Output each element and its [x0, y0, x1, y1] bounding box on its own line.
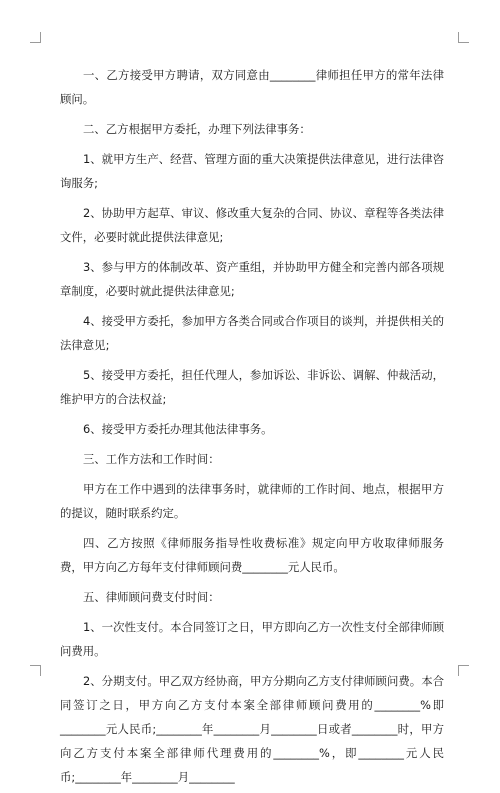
- paragraph-payment-lump-sum: 1、一次性支付。本合同签订之日，甲方即向乙方一次性支付全部律师顾问费用。: [60, 620, 444, 658]
- paragraph-fee: 四、乙方按照《律师服务指导性收费标准》规定向甲方收取律师服务费，甲方向乙方每年支付律师顾问费________元人民币。: [60, 536, 444, 574]
- document-body: [60, 63, 444, 793]
- paragraph-item-2: 2、协助甲方起草、审议、修改重大复杂的合同、协议、章程等各类法律文件，必要时就此提供法律意见;: [60, 206, 444, 244]
- paragraph-item-1: 1、就甲方生产、经营、管理方面的重大决策提供法律意见，进行法律咨询服务;: [60, 152, 444, 190]
- crop-mark-bottom-left: [30, 665, 41, 676]
- crop-mark-top-right: [458, 32, 469, 43]
- paragraph-item-3: 3、参与甲方的体制改革、资产重组，并协助甲方健全和完善内部各项规章制度，必要时就此提供法律意见;: [60, 260, 444, 298]
- crop-mark-bottom-right: [458, 665, 469, 676]
- paragraph-method-body: 甲方在工作中遇到的法律事务时，就律师的工作时间、地点，根据甲方的提议，随时联系约定。: [60, 482, 444, 520]
- paragraph-method-heading: 三、工作方法和工作时间：: [83, 452, 220, 466]
- paragraph-payment-installments: 2、分期支付。甲乙双方经协商，甲方分期向乙方支付律师顾问费。本合同签订之日，甲方向乙方支付本案全部律师顾问费用的________%即________元人民币;________年________月________日或者________时，甲方向乙方支付本案全部律师代理费用的________%，即________元人民币;________年________月________: [60, 674, 444, 784]
- paragraph-appointment: 一、乙方接受甲方聘请，双方同意由________律师担任甲方的常年法律顾问。: [60, 68, 444, 106]
- paragraph-item-4: 4、接受甲方委托，参加甲方各类合同或合作项目的谈判，并提供相关的法律意见;: [60, 314, 444, 352]
- paragraph-item-6: 6、接受甲方委托办理其他法律事务。: [83, 422, 273, 436]
- paragraph-item-5: 5、接受甲方委托，担任代理人，参加诉讼、非诉讼、调解、仲裁活动，维护甲方的合法权益;: [60, 368, 444, 406]
- paragraph-payment-heading: 五、律师顾问费支付时间：: [83, 590, 220, 604]
- crop-mark-top-left: [30, 32, 41, 43]
- paragraph-scope-heading: 二、乙方根据甲方委托，办理下列法律事务：: [83, 122, 311, 136]
